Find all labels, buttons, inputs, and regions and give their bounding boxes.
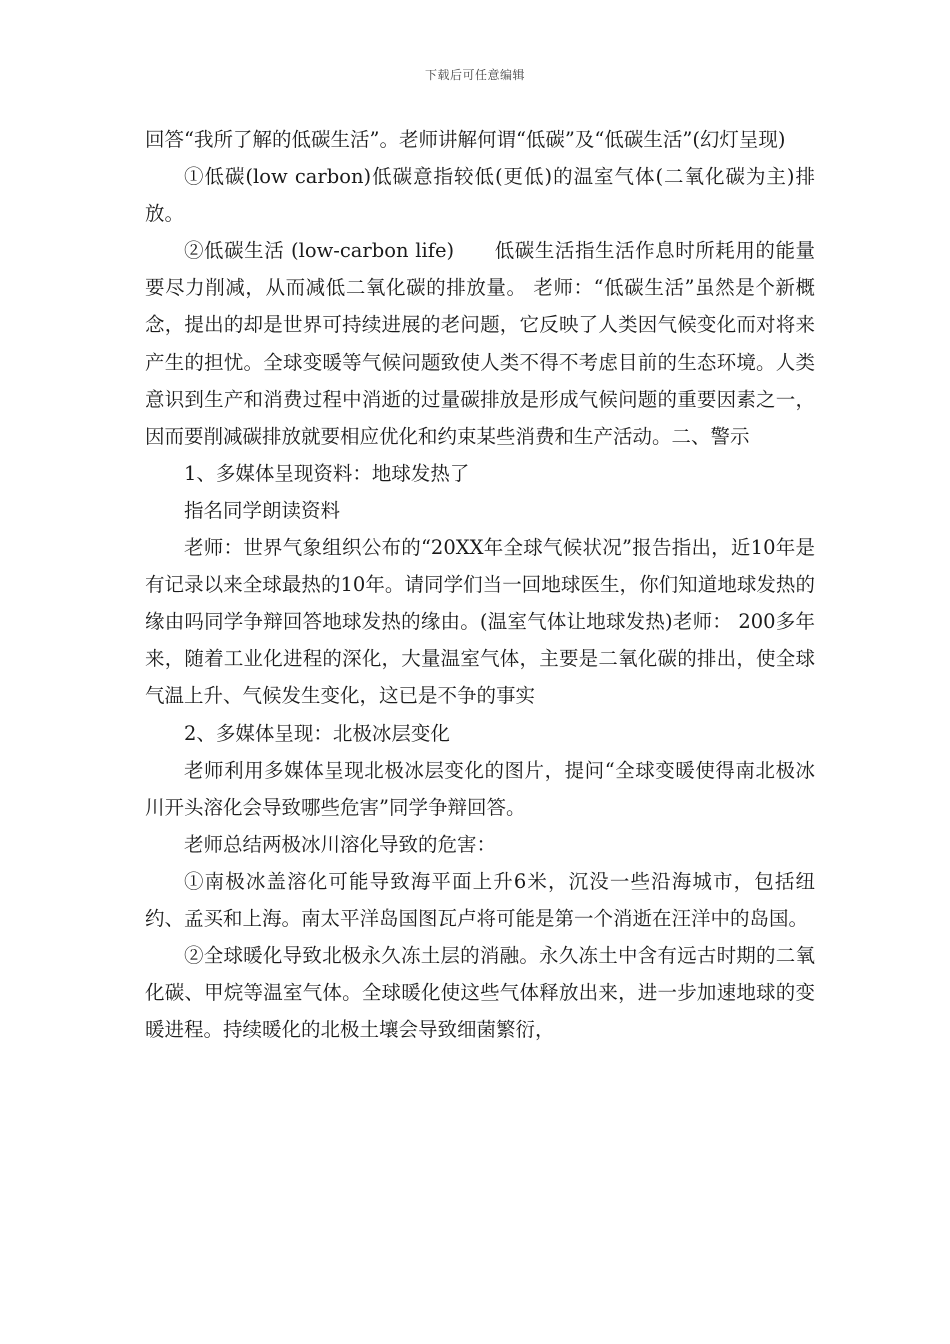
paragraph: ①南极冰盖溶化可能导致海平面上升6米，沉没一些沿海城市，包括纽约、孟买和上海。南太平洋岛国图瓦卢将可能是第一个消逝在汪洋中的岛国。	[145, 869, 815, 930]
paragraph: 老师：世界气象组织公布的“20XX年全球气候状况”报告指出，近10年是有记录以来全球最热的10年。请同学们当一回地球医生，你们知道地球发热的缘由吗同学争辩回答地球发热的缘由。(温室气体让地球发热)老师： 200多年来，随着工业化进程的深化，大量温室气体，主要是二氧化碳的排出，使全球气温上升、气候发生变化，这已是不争的事实	[145, 536, 815, 708]
document-body	[145, 121, 815, 1048]
paragraph: 老师总结两极冰川溶化导致的危害：	[184, 832, 497, 856]
paragraph: 老师利用多媒体呈现北极冰层变化的图片，提问“全球变暖使得南北极冰川开头溶化会导致哪些危害”同学争辩回答。	[145, 758, 815, 819]
paragraph: ②低碳生活 (low-carbon life) 低碳生活指生活作息时所耗用的能量要尽力削减，从而减低二氧化碳的排放量。 老师：“低碳生活”虽然是个新概念，提出的却是世界可持续进展的老问题，它反映了人类因气候变化而对将来产生的担忧。全球变暖等气候问题致使人类不得不考虑目前的生态环境。人类意识到生产和消费过程中消逝的过量碳排放是形成气候问题的重要因素之一，因而要削减碳排放就要相应优化和约束某些消费和生产活动。二、警示	[145, 239, 815, 448]
paragraph: 回答“我所了解的低碳生活”。老师讲解何谓“低碳”及“低碳生活”(幻灯呈现)	[145, 128, 786, 151]
paragraph: ①低碳(low carbon)低碳意指较低(更低)的温室气体(二氧化碳为主)排放。	[145, 165, 815, 226]
page-header: 下载后可任意编辑	[424, 68, 525, 82]
paragraph: ②全球暖化导致北极永久冻土层的消融。永久冻土中含有远古时期的二氧化碳、甲烷等温室气体。全球暖化使这些气体释放出来，进一步加速地球的变暖进程。持续暖化的北极土壤会导致细菌繁衍，	[145, 944, 815, 1042]
paragraph: 1、多媒体呈现资料：地球发热了	[184, 461, 470, 485]
paragraph: 指名同学朗读资料	[184, 498, 341, 522]
paragraph: 2、多媒体呈现：北极冰层变化	[184, 721, 450, 745]
